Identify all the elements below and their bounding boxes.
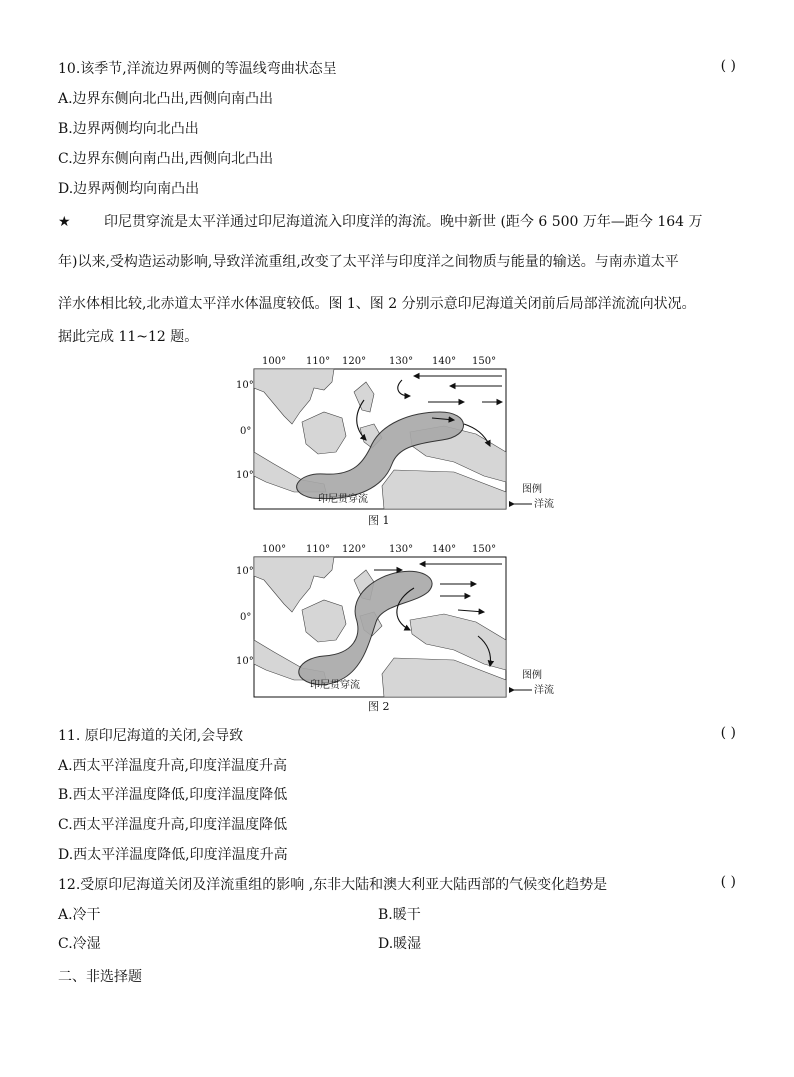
q12-option-d: D.暖湿 (378, 936, 422, 952)
fig2-lon-140: 140° (432, 544, 457, 555)
fig1-lat-10n: 10° (236, 380, 254, 391)
fig2-lon-150: 150° (472, 544, 497, 555)
intro-line-3: 洋水体相比较,北赤道太平洋水体温度较低。图 1、图 2 分别示意印尼海道关闭前后局部洋流流向状况。 (58, 296, 696, 312)
q11-option-d: D.西太平洋温度降低,印度洋温度升高 (58, 847, 288, 863)
star-icon: ★ (58, 214, 71, 230)
figure-1 (214, 352, 554, 530)
q12-option-a: A.冷干 (58, 907, 101, 923)
q10-option-d: D.边界两侧均向南凸出 (58, 181, 200, 197)
fig2-lon-120: 120° (342, 544, 367, 555)
q11-stem: 11. 原印尼海道的关闭,会导致 (58, 728, 244, 744)
q11-option-a: A.西太平洋温度升高,印度洋温度升高 (58, 758, 288, 774)
fig1-lon-130: 130° (389, 356, 414, 367)
figure-2-map (214, 540, 554, 716)
q10-stem: 10.该季节,洋流边界两侧的等温线弯曲状态呈 (58, 61, 337, 77)
fig1-legend-title: 图例 (522, 484, 542, 495)
q12-answer-paren: ( ) (720, 874, 736, 890)
fig1-lat-0: 0° (240, 426, 252, 437)
fig2-legend-title: 图例 (522, 670, 542, 681)
q11-answer-paren: ( ) (720, 725, 736, 741)
q10-option-a: A.边界东侧向北凸出,西侧向南凸出 (58, 91, 274, 107)
q11-option-c: C.西太平洋温度升高,印度洋温度降低 (58, 817, 288, 833)
q12-stem: 12.受原印尼海道关闭及洋流重组的影响 ,东非大陆和澳大利亚大陆西部的气候变化趋势是 (58, 877, 608, 893)
intro-line-1: ★ 印尼贯穿流是太平洋通过印尼海道流入印度洋的海流。晚中新世 (距今 6 500 万年—距今 164 万 (58, 214, 703, 230)
intro-line-4: 据此完成 11~12 题。 (58, 329, 199, 345)
fig1-lon-140: 140° (432, 356, 457, 367)
fig1-lon-110: 110° (306, 356, 331, 367)
fig1-lon-150: 150° (472, 356, 497, 367)
fig1-flow-label: 印尼贯穿流 (318, 494, 368, 505)
intro-line-2: 年)以来,受构造运动影响,导致洋流重组,改变了太平洋与印度洋之间物质与能量的输送。与南赤道太平 (58, 254, 679, 270)
q12-option-c: C.冷湿 (58, 936, 101, 952)
q10-answer-paren: ( ) (720, 58, 736, 74)
fig1-lat-10s: 10° (236, 470, 254, 481)
fig1-caption: 图 1 (368, 514, 390, 527)
fig2-lon-100: 100° (262, 544, 287, 555)
fig2-caption: 图 2 (368, 700, 390, 713)
q10-option-c: C.边界东侧向南凸出,西侧向北凸出 (58, 151, 274, 167)
fig2-lat-10n: 10° (236, 566, 254, 577)
fig2-lon-110: 110° (306, 544, 331, 555)
fig1-legend-item: 洋流 (534, 499, 554, 510)
q11-option-b: B.西太平洋温度降低,印度洋温度降低 (58, 787, 288, 803)
section-2-heading: 二、非选择题 (58, 969, 142, 985)
figure-1-map (214, 352, 554, 530)
q10-option-b: B.边界两侧均向北凸出 (58, 121, 199, 137)
fig2-lat-0: 0° (240, 612, 252, 623)
fig2-lat-10s: 10° (236, 656, 254, 667)
fig2-legend-item: 洋流 (534, 685, 554, 696)
fig2-lon-130: 130° (389, 544, 414, 555)
q12-option-b: B.暖干 (378, 907, 421, 923)
fig2-flow-label: 印尼贯穿流 (310, 680, 360, 691)
fig1-lon-100: 100° (262, 356, 287, 367)
figure-2 (214, 540, 554, 716)
fig1-lon-120: 120° (342, 356, 367, 367)
